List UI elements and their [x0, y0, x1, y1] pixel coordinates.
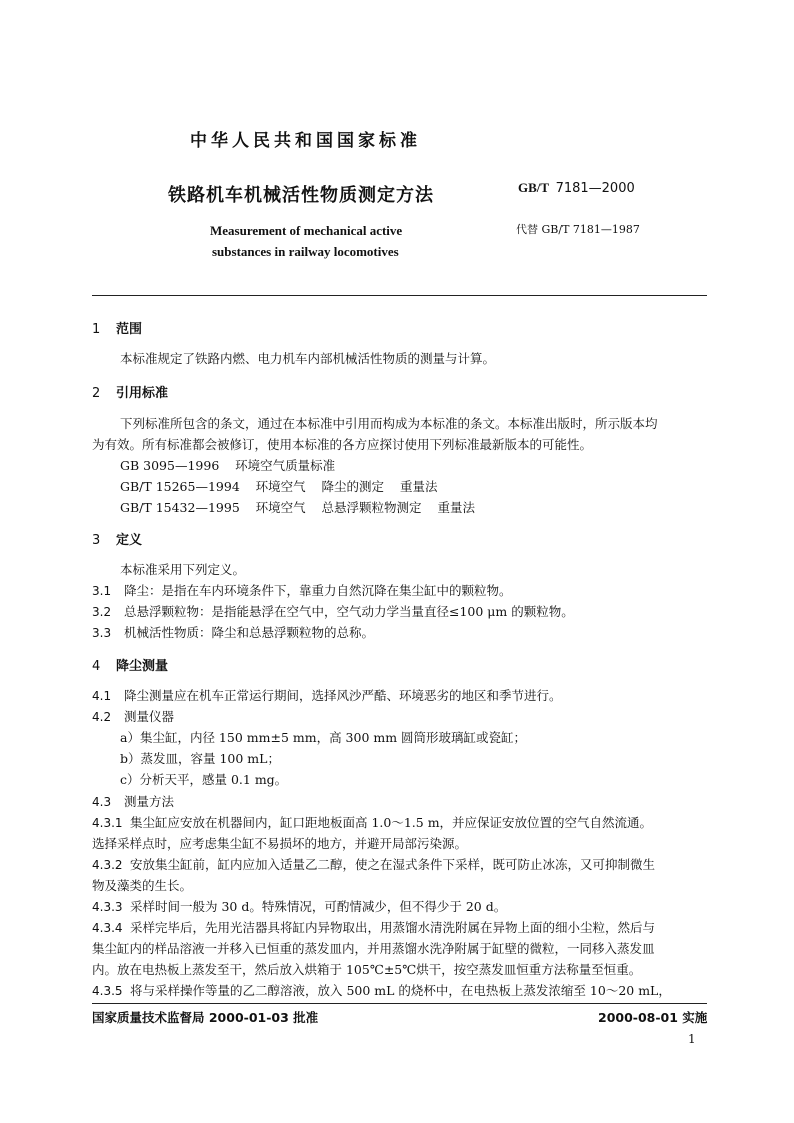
clause-4-3 — [92, 792, 174, 810]
clause-4-3-2-cont: 物及藻类的生长。 — [92, 878, 193, 893]
section-title: 范围 — [116, 322, 143, 337]
implementation-date: 2000-08-01 实施 — [598, 1010, 708, 1025]
instrument-item: b）蒸发皿，容量 100 mL； — [120, 751, 280, 766]
section-4-heading — [92, 655, 168, 674]
standard-number-prefix: GB/T — [518, 180, 550, 195]
section-number: 4 — [92, 659, 101, 674]
clause-4-3-5 — [92, 981, 671, 999]
clause-number: 4.3.5 — [92, 984, 123, 998]
section-1-text: 本标准规定了铁路内燃、电力机车内部机械活性物质的测量与计算。 — [120, 351, 496, 366]
clause-text: 集尘缸应安放在机器间内，缸口距地板面高 1.0～1.5 m，并应保证安放位置的空气自然流通。 — [130, 815, 653, 830]
clause-4-3-4 — [92, 918, 655, 936]
definition-item — [92, 623, 374, 641]
footer-divider — [92, 1003, 707, 1004]
section-number: 1 — [92, 322, 101, 337]
clause-text: 将与采样操作等量的乙二醇溶液，放入 500 mL 的烧杯中，在电热板上蒸发浓缩至 10～20 mL， — [130, 983, 671, 998]
clause-text: 降尘测量应在机车正常运行期间，选择风沙严酷、环境恶劣的地区和季节进行。 — [124, 688, 562, 703]
clause-text: 采样完毕后，先用光洁器具将缸内异物取出，用蒸馏水清洗附属在异物上面的细小尘粒，然后与 — [130, 920, 656, 935]
clause-4-3-4-cont: 内。放在电热板上蒸发至干，然后放入烘箱于 105℃±5℃烘干，按空蒸发皿恒重方法称量至恒重。 — [92, 962, 642, 977]
clause-number: 3.2 — [92, 605, 112, 619]
section-3-heading — [92, 529, 142, 548]
clause-number: 3.1 — [92, 584, 112, 598]
document-title-cn: 铁路机车机械活性物质测定方法 — [168, 185, 434, 206]
clause-number: 4.3.4 — [92, 921, 123, 935]
definition-item — [92, 581, 512, 599]
reference-item: GB/T 15265—1994 环境空气 降尘的测定 重量法 — [120, 479, 438, 494]
clause-number: 4.1 — [92, 689, 112, 703]
clause-number: 4.3.2 — [92, 858, 123, 872]
clause-number: 4.3 — [92, 795, 112, 809]
reference-item: GB 3095—1996 环境空气质量标准 — [120, 458, 336, 473]
approval-date: 国家质量技术监督局 2000-01-03 批准 — [92, 1010, 319, 1025]
clause-number: 4.3.3 — [92, 900, 123, 914]
section-title: 定义 — [116, 533, 143, 548]
clause-text: 总悬浮颗粒物：是指能悬浮在空气中，空气动力学当量直径≤100 μm 的颗粒物。 — [124, 604, 574, 619]
section-title: 降尘测量 — [116, 659, 169, 674]
section-title: 引用标准 — [116, 386, 169, 401]
clause-text: 机械活性物质：降尘和总悬浮颗粒物的总称。 — [124, 625, 375, 640]
header-divider — [92, 295, 707, 296]
section-3-intro: 本标准采用下列定义。 — [120, 562, 246, 577]
clause-4-3-1 — [92, 813, 652, 831]
section-2-text-line1: 下列标准所包含的条文，通过在本标准中引用而构成为本标准的条文。本标准出版时，所示版本均 — [120, 416, 658, 431]
clause-4-3-3 — [92, 897, 506, 915]
clause-4-2 — [92, 707, 174, 725]
clause-4-3-4-cont: 集尘缸内的样品溶液一并移入已恒重的蒸发皿内，并用蒸馏水洗净附属于缸壁的微粒，一同移入蒸发皿 — [92, 941, 655, 956]
clause-text: 测量方法 — [124, 794, 175, 809]
page-number: 1 — [688, 1032, 696, 1046]
section-number: 3 — [92, 533, 101, 548]
document-title-en-line1: Measurement of mechanical active — [210, 223, 403, 238]
clause-4-3-2 — [92, 855, 655, 873]
section-2-text-line2: 为有效。所有标准都会被修订，使用本标准的各方应探讨使用下列标准最新版本的可能性。 — [92, 437, 593, 452]
national-standard-heading: 中华人民共和国国家标准 — [190, 131, 421, 151]
definition-item — [92, 602, 574, 620]
instrument-item: a）集尘缸，内径 150 mm±5 mm，高 300 mm 圆筒形玻璃缸或瓷缸； — [120, 730, 527, 745]
instrument-item: c）分析天平，感量 0.1 mg。 — [120, 772, 288, 787]
replaces-standard: 代替 GB/T 7181—1987 — [516, 223, 640, 236]
standard-number-value: 7181—2000 — [555, 181, 635, 196]
clause-number: 4.3.1 — [92, 816, 123, 830]
clause-text: 采样时间一般为 30 d。特殊情况，可酌情减少，但不得少于 20 d。 — [130, 899, 507, 914]
clause-number: 4.2 — [92, 710, 112, 724]
standard-number — [518, 180, 635, 196]
clause-text: 测量仪器 — [124, 709, 175, 724]
section-1-heading — [92, 318, 142, 337]
document-title-en-line2: substances in railway locomotives — [212, 244, 399, 259]
clause-text: 安放集尘缸前，缸内应加入适量乙二醇，使之在湿式条件下采样，既可防止冰冻，又可抑制微生 — [130, 857, 656, 872]
clause-text: 降尘：是指在车内环境条件下，靠重力自然沉降在集尘缸中的颗粒物。 — [124, 583, 512, 598]
reference-item: GB/T 15432—1995 环境空气 总悬浮颗粒物测定 重量法 — [120, 500, 475, 515]
clause-4-1 — [92, 686, 562, 704]
clause-number: 3.3 — [92, 626, 112, 640]
section-number: 2 — [92, 386, 101, 401]
clause-4-3-1-cont: 选择采样点时，应考虑集尘缸不易损坏的地方，并避开局部污染源。 — [92, 836, 468, 851]
section-2-heading — [92, 382, 168, 401]
